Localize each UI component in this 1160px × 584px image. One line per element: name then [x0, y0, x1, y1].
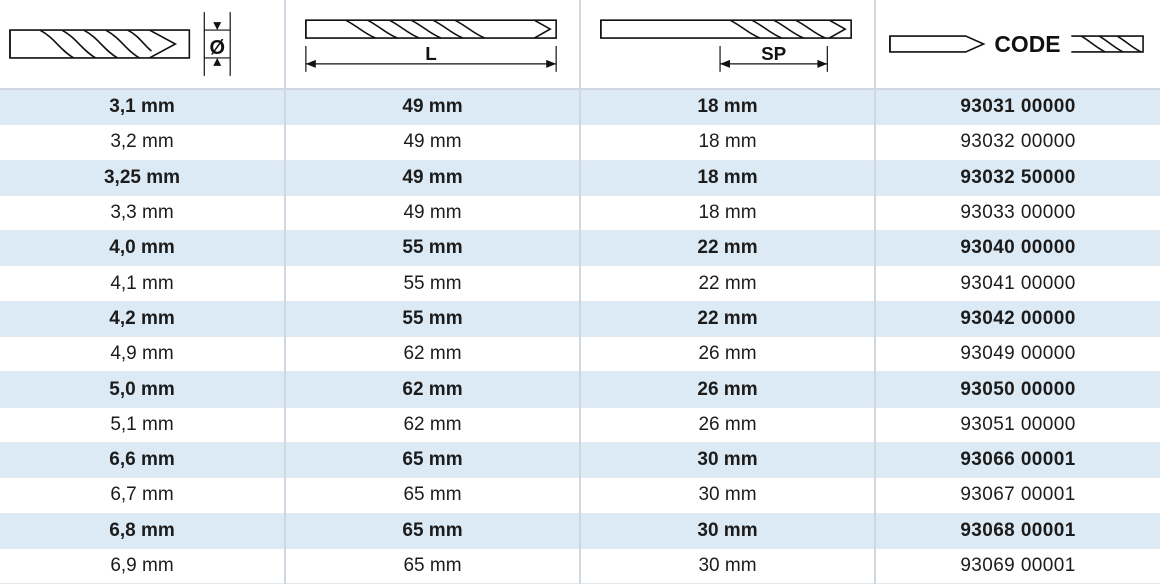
cell-flute-length: 26 mm — [580, 372, 875, 407]
cell-length: 62 mm — [285, 372, 580, 407]
table-row — [0, 89, 1160, 125]
cell-flute-length: 22 mm — [580, 301, 875, 336]
cell-code: 93041 00000 — [875, 266, 1160, 301]
cell-code: 93049 00000 — [875, 337, 1160, 372]
cell-flute-length: 18 mm — [580, 125, 875, 160]
cell-length: 62 mm — [285, 337, 580, 372]
cell-length: 65 mm — [285, 478, 580, 513]
cell-flute-length: 22 mm — [580, 231, 875, 266]
cell-flute-length: 18 mm — [580, 160, 875, 195]
cell-flute-length: 26 mm — [580, 407, 875, 442]
drill-bit-flute-length-icon — [581, 0, 874, 88]
cell-code: 93033 00000 — [875, 195, 1160, 230]
table-row — [0, 231, 1160, 266]
table-row — [0, 266, 1160, 301]
cell-diameter: 4,2 mm — [0, 301, 285, 336]
cell-code: 93066 00001 — [875, 442, 1160, 477]
header-label-diameter: Ø — [209, 36, 225, 59]
cell-flute-length: 30 mm — [580, 478, 875, 513]
header-label-length: L — [425, 42, 437, 64]
table-row — [0, 372, 1160, 407]
header-cell-flute-length — [580, 0, 875, 89]
cell-diameter: 3,3 mm — [0, 195, 285, 230]
table-row — [0, 513, 1160, 548]
table-header — [0, 0, 1160, 89]
cell-flute-length: 30 mm — [580, 548, 875, 583]
cell-diameter: 3,1 mm — [0, 89, 285, 125]
cell-flute-length: 30 mm — [580, 442, 875, 477]
table-row — [0, 195, 1160, 230]
cell-code: 93050 00000 — [875, 372, 1160, 407]
cell-length: 65 mm — [285, 442, 580, 477]
cell-length: 55 mm — [285, 266, 580, 301]
cell-code: 93032 50000 — [875, 160, 1160, 195]
cell-length: 49 mm — [285, 125, 580, 160]
table-row — [0, 337, 1160, 372]
cell-code: 93069 00001 — [875, 548, 1160, 583]
cell-code: 93051 00000 — [875, 407, 1160, 442]
cell-diameter: 4,0 mm — [0, 231, 285, 266]
cell-code: 93042 00000 — [875, 301, 1160, 336]
header-cell-diameter — [0, 0, 285, 89]
header-cell-length — [285, 0, 580, 89]
cell-length: 49 mm — [285, 160, 580, 195]
header-label-code: CODE — [994, 30, 1061, 57]
header-label-flute-length: SP — [761, 42, 787, 64]
table-row — [0, 301, 1160, 336]
cell-code: 93031 00000 — [875, 89, 1160, 125]
cell-code: 93040 00000 — [875, 231, 1160, 266]
cell-length: 55 mm — [285, 231, 580, 266]
cell-code: 93032 00000 — [875, 125, 1160, 160]
table-row — [0, 442, 1160, 477]
cell-length: 65 mm — [285, 513, 580, 548]
cell-diameter: 5,1 mm — [0, 407, 285, 442]
cell-code: 93067 00001 — [875, 478, 1160, 513]
cell-flute-length: 26 mm — [580, 337, 875, 372]
drill-bit-length-icon — [286, 0, 579, 88]
cell-diameter: 6,9 mm — [0, 548, 285, 583]
drill-bit-diameter-icon — [0, 0, 284, 88]
table-row — [0, 407, 1160, 442]
cell-length: 62 mm — [285, 407, 580, 442]
drill-bit-code-icon — [876, 0, 1160, 88]
cell-diameter: 3,25 mm — [0, 160, 285, 195]
table-row — [0, 478, 1160, 513]
table-row — [0, 160, 1160, 195]
cell-length: 55 mm — [285, 301, 580, 336]
cell-length: 49 mm — [285, 195, 580, 230]
cell-code: 93068 00001 — [875, 513, 1160, 548]
cell-diameter: 3,2 mm — [0, 125, 285, 160]
cell-flute-length: 18 mm — [580, 195, 875, 230]
cell-flute-length: 18 mm — [580, 89, 875, 125]
cell-diameter: 5,0 mm — [0, 372, 285, 407]
cell-diameter: 4,9 mm — [0, 337, 285, 372]
table-header-row — [0, 0, 1160, 89]
cell-diameter: 6,6 mm — [0, 442, 285, 477]
table-body — [0, 89, 1160, 584]
cell-length: 49 mm — [285, 89, 580, 125]
cell-flute-length: 30 mm — [580, 513, 875, 548]
header-cell-code — [875, 0, 1160, 89]
cell-length: 65 mm — [285, 548, 580, 583]
cell-flute-length: 22 mm — [580, 266, 875, 301]
cell-diameter: 6,7 mm — [0, 478, 285, 513]
cell-diameter: 6,8 mm — [0, 513, 285, 548]
cell-diameter: 4,1 mm — [0, 266, 285, 301]
table-row — [0, 125, 1160, 160]
table-row — [0, 548, 1160, 583]
